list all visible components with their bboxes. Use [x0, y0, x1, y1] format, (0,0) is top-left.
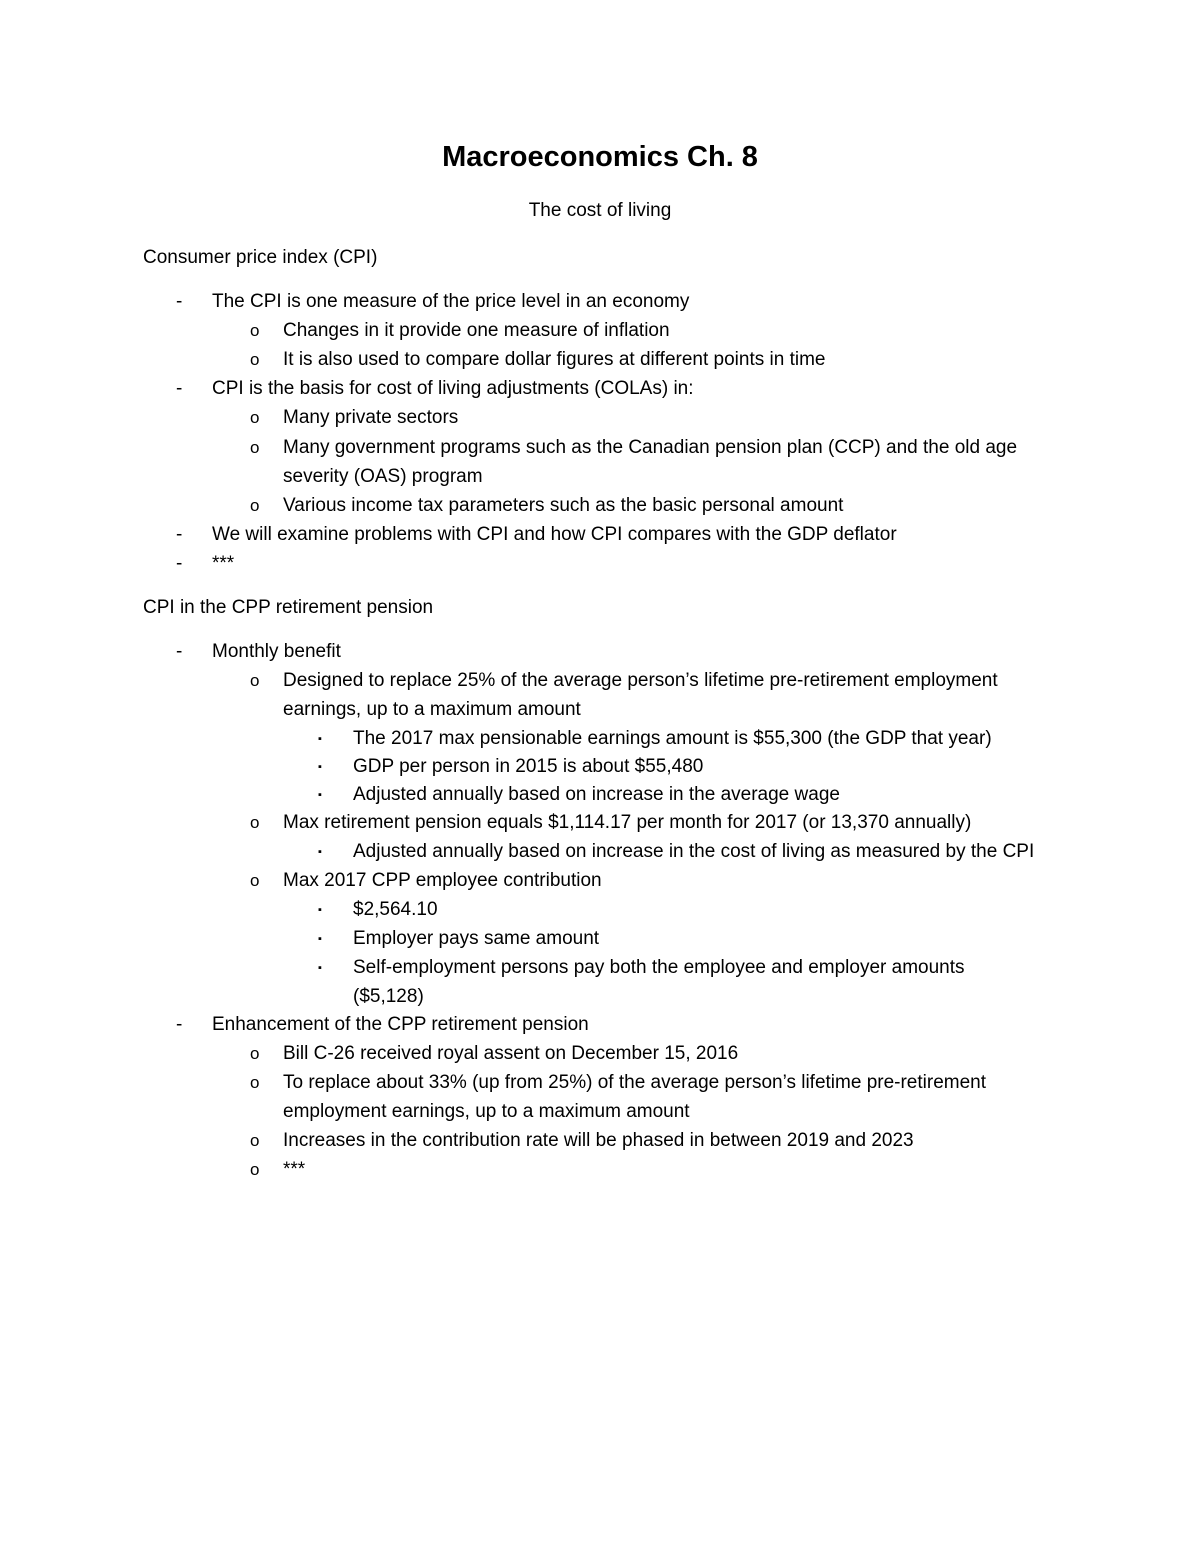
square-bullet: ▪: [318, 962, 322, 974]
circle-bullet: o: [250, 1160, 260, 1179]
circle-bullet: o: [250, 350, 260, 369]
list-item: ***: [283, 1159, 306, 1180]
list-item: $2,564.10: [353, 899, 438, 920]
list-item: GDP per person in 2015 is about $55,480: [353, 756, 704, 777]
circle-bullet: o: [250, 813, 260, 832]
dash-bullet: -: [176, 641, 183, 662]
square-bullet: ▪: [318, 761, 322, 773]
document-title: Macroeconomics Ch. 8: [442, 141, 758, 173]
section-heading-cpp: CPI in the CPP retirement pension: [143, 597, 434, 618]
list-item: It is also used to compare dollar figures at different points in time: [283, 349, 826, 370]
circle-bullet: o: [250, 321, 260, 340]
dash-bullet: -: [176, 291, 183, 312]
list-item: Monthly benefit: [212, 641, 341, 662]
list-item: We will examine problems with CPI and how CPI compares with the GDP deflator: [212, 524, 897, 545]
document-subtitle: The cost of living: [528, 200, 672, 221]
list-item: Designed to replace 25% of the average person’s lifetime pre-retirement employment: [283, 670, 998, 691]
list-item-continuation: employment earnings, up to a maximum amount: [283, 1101, 690, 1122]
list-item: Changes in it provide one measure of inflation: [283, 320, 670, 341]
list-item-continuation: earnings, up to a maximum amount: [283, 699, 581, 720]
circle-bullet: o: [250, 1131, 260, 1150]
circle-bullet: o: [250, 671, 260, 690]
circle-bullet: o: [250, 408, 260, 427]
list-item: Max retirement pension equals $1,114.17 per month for 2017 (or 13,370 annually): [283, 812, 972, 833]
list-item: Bill C-26 received royal assent on December 15, 2016: [283, 1043, 739, 1064]
list-item: Enhancement of the CPP retirement pension: [212, 1014, 589, 1035]
square-bullet: ▪: [318, 904, 322, 916]
list-item: Many government programs such as the Canadian pension plan (CCP) and the old age: [283, 437, 1018, 458]
dash-bullet: -: [176, 378, 183, 399]
circle-bullet: o: [250, 1044, 260, 1063]
list-item: Adjusted annually based on increase in the cost of living as measured by the CPI: [353, 841, 1035, 862]
list-item: Max 2017 CPP employee contribution: [283, 870, 602, 891]
square-bullet: ▪: [318, 789, 322, 801]
circle-bullet: o: [250, 496, 260, 515]
list-item: Many private sectors: [283, 407, 459, 428]
square-bullet: ▪: [318, 933, 322, 945]
list-item-continuation: ($5,128): [353, 986, 424, 1007]
circle-bullet: o: [250, 1073, 260, 1092]
circle-bullet: o: [250, 871, 260, 890]
dash-bullet: -: [176, 1014, 183, 1035]
list-item: Self-employment persons pay both the employee and employer amounts: [353, 957, 965, 978]
list-item: Various income tax parameters such as the basic personal amount: [283, 495, 844, 516]
list-item: To replace about 33% (up from 25%) of the average person’s lifetime pre-retirement: [283, 1072, 987, 1093]
list-item: Adjusted annually based on increase in the average wage: [353, 784, 840, 805]
list-item: The CPI is one measure of the price level in an economy: [212, 291, 690, 312]
list-item: Employer pays same amount: [353, 928, 600, 949]
square-bullet: ▪: [318, 846, 322, 858]
list-item: Increases in the contribution rate will be phased in between 2019 and 2023: [283, 1130, 914, 1151]
list-item: CPI is the basis for cost of living adjustments (COLAs) in:: [212, 378, 694, 399]
list-item: The 2017 max pensionable earnings amount is $55,300 (the GDP that year): [353, 728, 992, 749]
dash-bullet: -: [176, 524, 183, 545]
section-heading-cpi: Consumer price index (CPI): [143, 247, 378, 268]
square-bullet: ▪: [318, 733, 322, 745]
dash-bullet: -: [176, 553, 183, 574]
list-item-continuation: severity (OAS) program: [283, 466, 483, 487]
list-item: ***: [212, 553, 235, 574]
circle-bullet: o: [250, 438, 260, 457]
